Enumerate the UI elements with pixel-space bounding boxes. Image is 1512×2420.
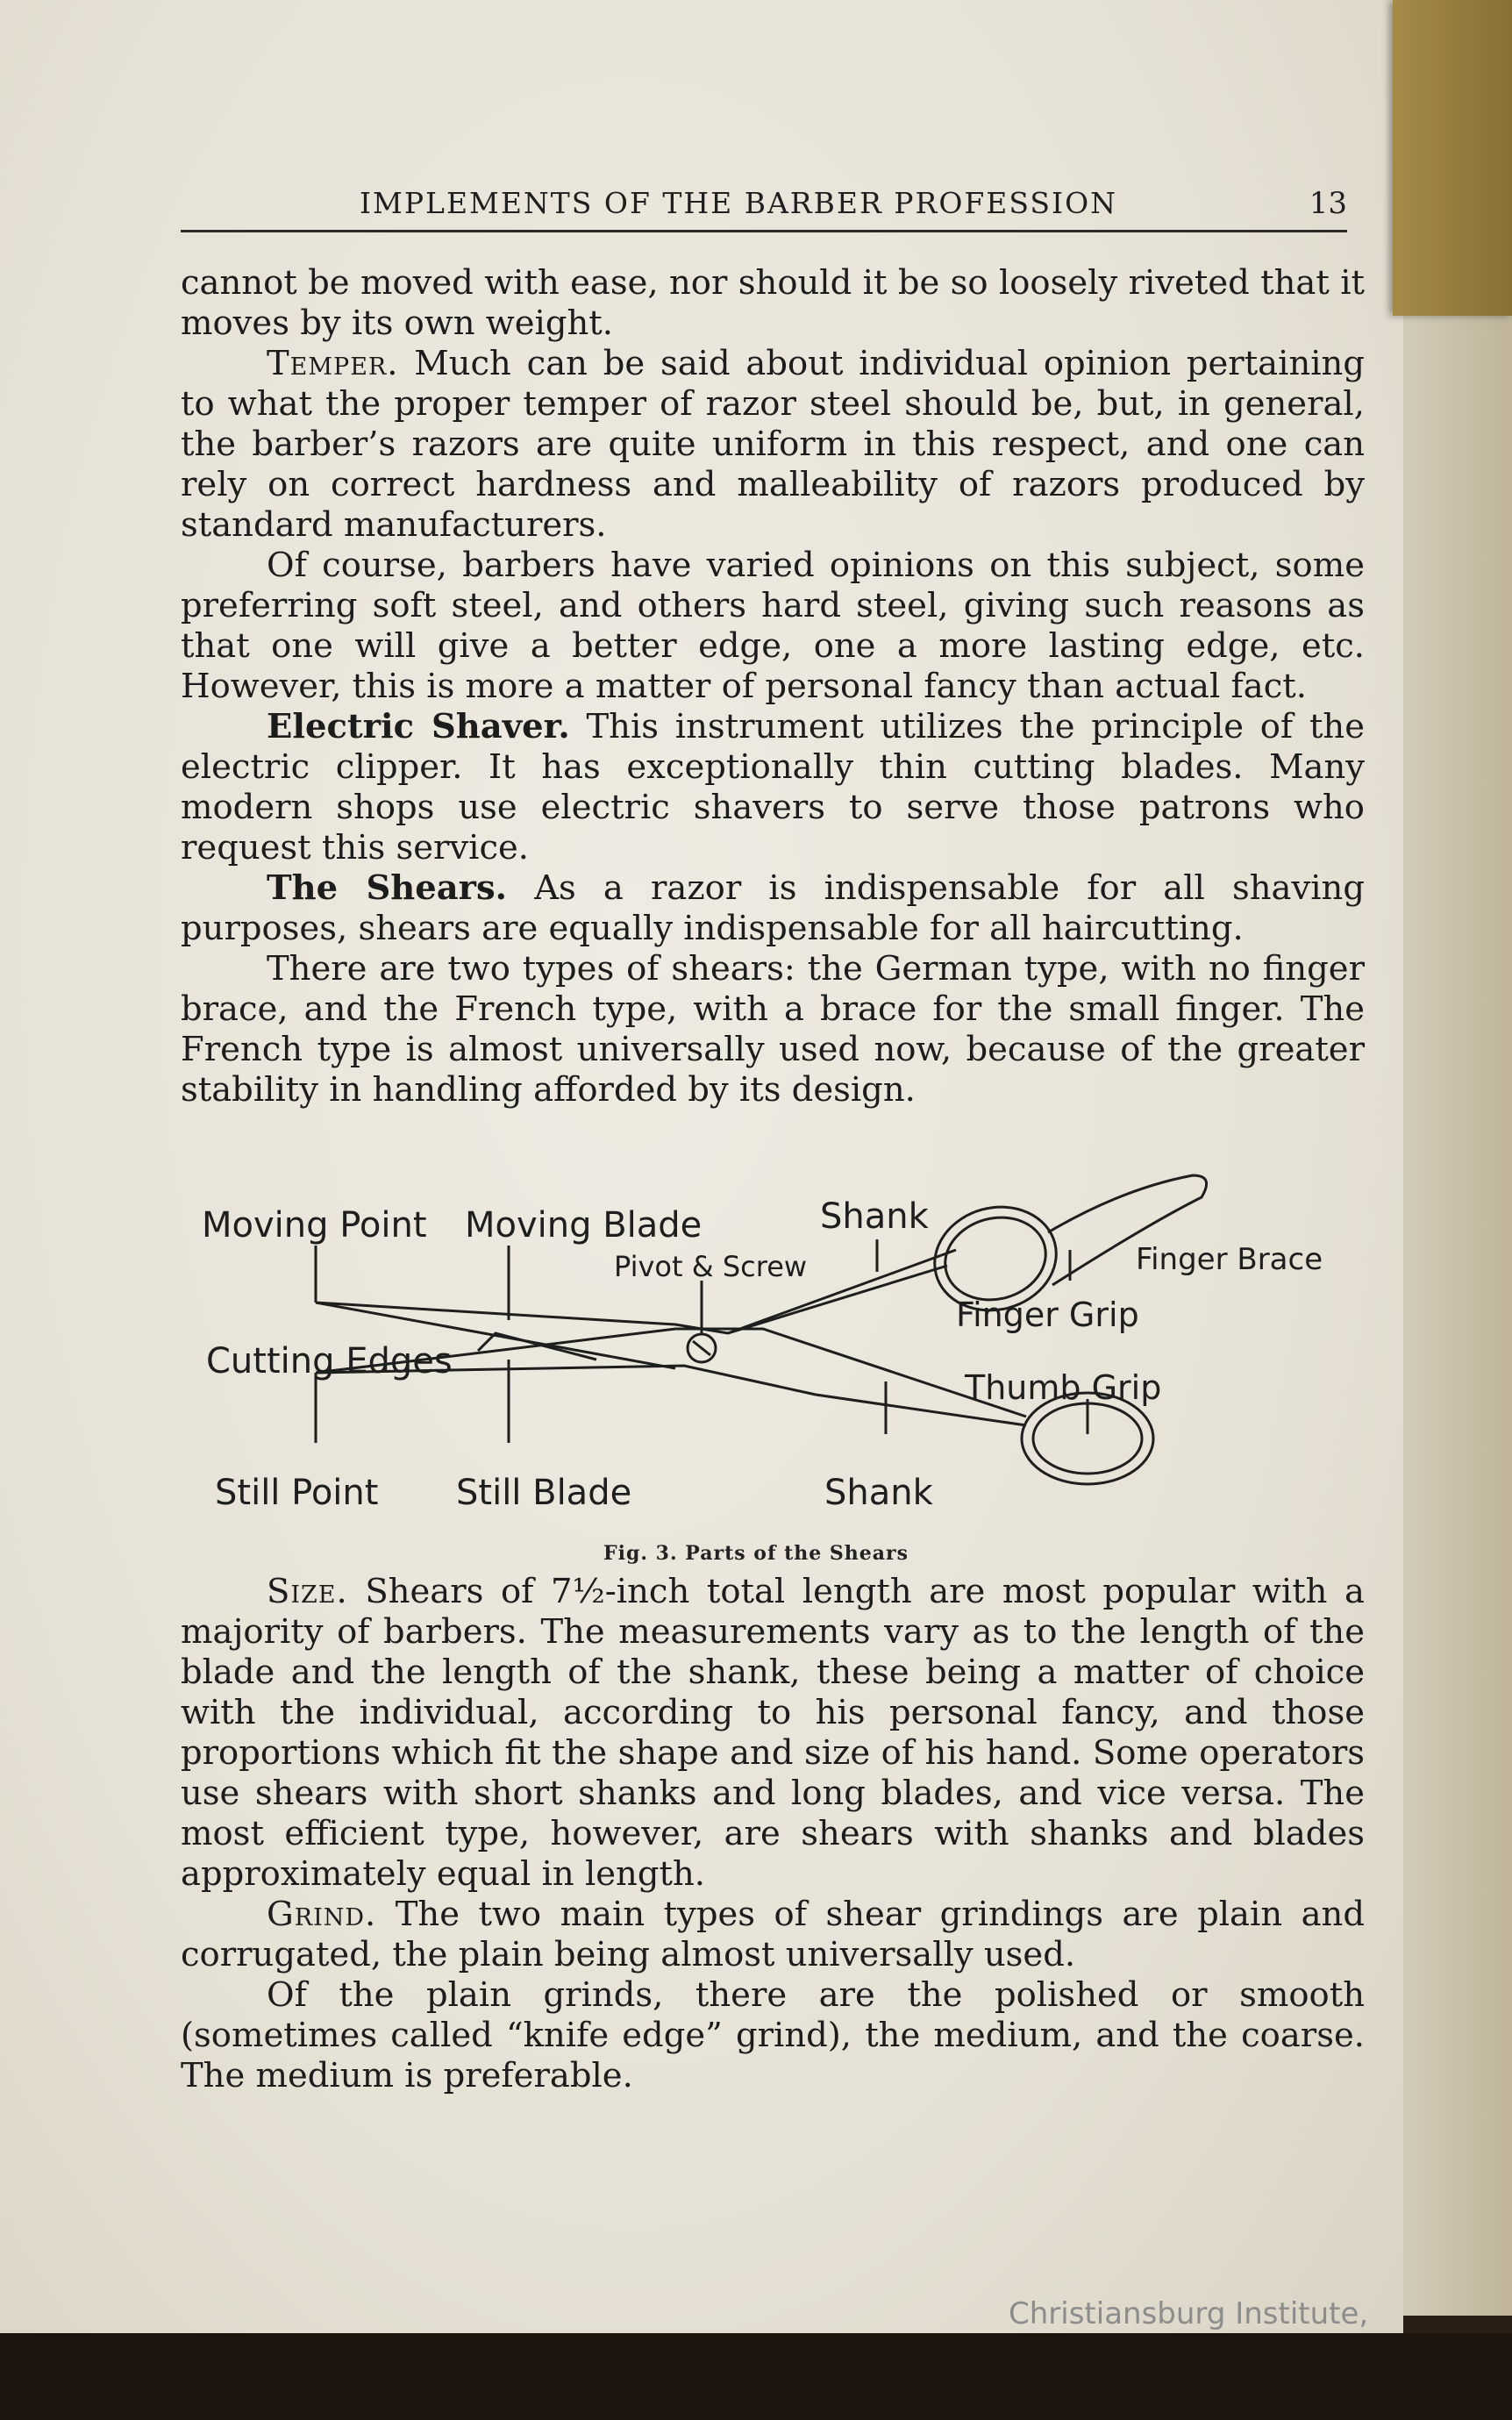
label-shank-bottom: Shank [824,1473,933,1513]
paragraph-size [181,1572,1365,1895]
label-still-point: Still Point [215,1473,379,1513]
paragraph-grind [181,1895,1365,1975]
page-bottom-shadow [0,2333,1512,2420]
paragraph-electric-shaver [181,707,1365,868]
paragraph-temper [181,344,1365,546]
label-still-blade: Still Blade [456,1473,632,1513]
shears-diagram [184,1162,1368,1548]
text-block-top [181,263,1365,1110]
page-number: 13 [1309,186,1347,221]
paragraph: Of the plain grinds, there are the polished or smooth (sometimes called “knife edge” grind), the medium, and the coarse. The medium is preferable. [181,1975,1365,2095]
text-block-bottom [181,1572,1365,2096]
label-moving-blade: Moving Blade [465,1205,703,1246]
figure-caption: Fig. 3. Parts of the Shears [603,1542,909,1565]
paragraph-text: Shears of 7½-inch total length are most popular with a majority of barbers. The measurements vary as to the length of the blade and the length of the shank, these being a matter of choice with the individual, according to his personal fancy, and those proportions which fit the shape and size of his hand. Some operators use shears with short shanks and long blades, and vice versa. The most efficient type, however, are shears with shanks and blades approximately equal in length. [181,1572,1365,1894]
binder-tab [1393,0,1512,316]
paragraph-text: The two main types of shear grindings are plain and corrugated, the plain being almost universally used. [181,1895,1365,1974]
run-in-heading: Temper. [267,344,399,383]
label-cutting-edges: Cutting Edges [206,1341,453,1381]
paragraph-text: This instrument utilizes the principle of the electric clipper. It has exceptionally thin cutting blades. Many modern shops use electric shavers to serve those patrons who request this service. [181,707,1365,867]
running-header [181,186,1347,232]
label-shank-top: Shank [820,1196,929,1237]
paragraph-text: Much can be said about individual opinion pertaining to what the proper temper of razor steel should be, but, in general, the barber’s razors are quite uniform in this respect, and one can rely on correct hardness and malleability of razors produced by standard manufacturers. [181,344,1365,545]
paragraph: There are two types of shears: the German type, with no finger brace, and the French type, with a brace for the small finger. The French type is almost universally used now, because of the greater stability in handling afforded by its design. [181,949,1365,1110]
paragraph: cannot be moved with ease, nor should it be so loosely riveted that it moves by its own weight. [181,263,1365,343]
run-in-heading: The Shears. [267,868,508,908]
run-in-heading: Size. [267,1572,348,1611]
label-finger-brace: Finger Brace [1136,1242,1323,1277]
paragraph-shears [181,868,1365,949]
paragraph: Of course, barbers have varied opinions on this subject, some preferring soft steel, and others hard steel, giving such reasons as that one will give a better edge, one a more lasting edge, etc. However, this is more a matter of personal fancy than actual fact. [181,546,1365,706]
label-thumb-grip: Thumb Grip [965,1368,1162,1407]
run-in-heading: Grind. [267,1895,377,1934]
header-title: IMPLEMENTS OF THE BARBER PROFESSION [360,186,1117,220]
shears-illustration [184,1162,1368,1548]
run-in-heading: Electric Shaver. [267,707,570,746]
label-moving-point: Moving Point [202,1205,427,1246]
watermark: Christiansburg Institute, [1009,2296,1369,2331]
paragraph-text: As a razor is indispensable for all shaving purposes, shears are equally indispensable for all haircutting. [181,868,1365,948]
label-pivot-screw: Pivot & Screw [614,1250,808,1283]
label-finger-grip: Finger Grip [956,1296,1139,1334]
